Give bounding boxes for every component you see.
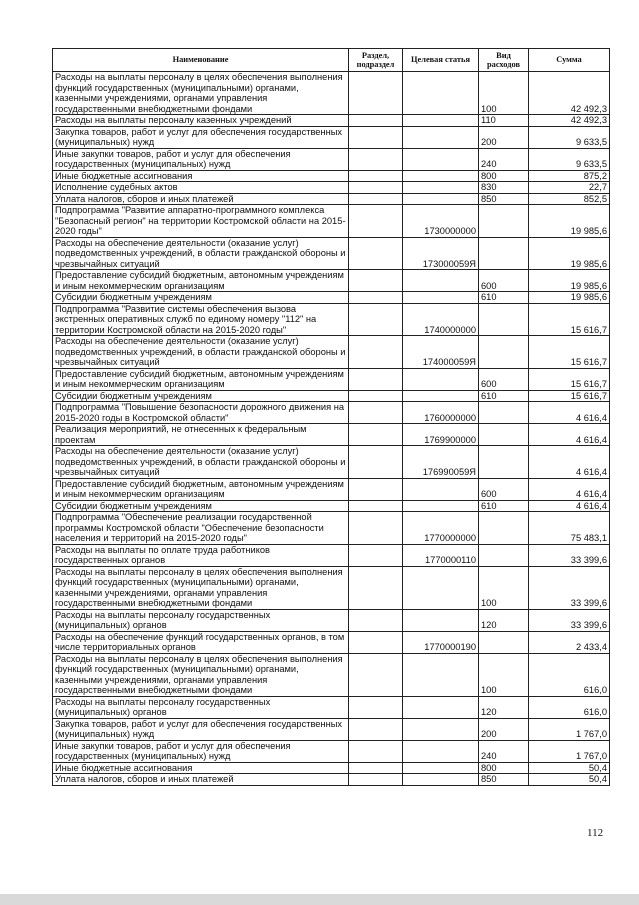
table-row [53, 653, 610, 696]
cell-razdel [349, 72, 403, 115]
cell-vid [479, 336, 529, 369]
cell-sum: 33 399,6 [529, 544, 610, 566]
header-vid: Вид расходов [479, 49, 529, 72]
cell-vid: 110 [479, 115, 529, 127]
cell-vid: 100 [479, 653, 529, 696]
cell-cel: 1730000000 [403, 205, 479, 238]
cell-vid: 240 [479, 148, 529, 170]
cell-vid [479, 424, 529, 446]
table-row [53, 762, 610, 774]
cell-name: Расходы на обеспечение деятельности (оказание услуг) подведомственных учреждений, в области гражданской обороны и чрезвычайных ситуаций [53, 336, 349, 369]
table-header-row [53, 49, 610, 72]
cell-cel [403, 148, 479, 170]
cell-vid: 100 [479, 72, 529, 115]
cell-razdel [349, 718, 403, 740]
cell-sum: 19 985,6 [529, 237, 610, 270]
cell-cel: 1770000000 [403, 512, 479, 545]
header-razdel: Раздел, подраздел [349, 49, 403, 72]
cell-cel: 1740000000 [403, 303, 479, 336]
cell-razdel [349, 740, 403, 762]
cell-razdel [349, 336, 403, 369]
cell-cel [403, 609, 479, 631]
table-row [53, 148, 610, 170]
header-sum: Сумма [529, 49, 610, 72]
cell-name: Предоставление субсидий бюджетным, автономным учреждениям и иным некоммерческим организациям [53, 368, 349, 390]
cell-sum: 33 399,6 [529, 566, 610, 609]
cell-sum: 2 433,4 [529, 631, 610, 653]
table-row [53, 303, 610, 336]
cell-cel [403, 292, 479, 304]
cell-razdel [349, 368, 403, 390]
cell-name: Расходы на обеспечение функций государственных органов, в том числе территориальных органов [53, 631, 349, 653]
cell-vid: 800 [479, 170, 529, 182]
cell-vid: 830 [479, 182, 529, 194]
cell-vid [479, 446, 529, 479]
cell-sum: 4 616,4 [529, 402, 610, 424]
cell-vid: 610 [479, 292, 529, 304]
cell-name: Субсидии бюджетным учреждениям [53, 292, 349, 304]
cell-razdel [349, 126, 403, 148]
header-cel: Целевая статья [403, 49, 479, 72]
cell-sum: 15 616,7 [529, 390, 610, 402]
cell-name: Исполнение судебных актов [53, 182, 349, 194]
cell-name: Расходы на выплаты персоналу в целях обеспечения выполнения функций государственных (муниципальными) органами, казенными учреждениями, органами управления государственными внебюджетными фондами [53, 653, 349, 696]
table-row [53, 390, 610, 402]
cell-name: Иные бюджетные ассигнования [53, 170, 349, 182]
cell-vid [479, 237, 529, 270]
cell-razdel [349, 566, 403, 609]
budget-table [52, 48, 610, 786]
cell-name: Реализация мероприятий, не отнесенных к федеральным проектам [53, 424, 349, 446]
cell-razdel [349, 170, 403, 182]
cell-name: Закупка товаров, работ и услуг для обеспечения государственных (муниципальных) нужд [53, 718, 349, 740]
cell-vid: 120 [479, 696, 529, 718]
cell-name: Уплата налогов, сборов и иных платежей [53, 774, 349, 786]
cell-vid: 200 [479, 718, 529, 740]
cell-sum: 4 616,4 [529, 478, 610, 500]
table-row [53, 336, 610, 369]
header-name: Наименование [53, 49, 349, 72]
cell-vid: 610 [479, 390, 529, 402]
cell-cel [403, 368, 479, 390]
cell-razdel [349, 762, 403, 774]
cell-razdel [349, 653, 403, 696]
table-row [53, 696, 610, 718]
table-row [53, 566, 610, 609]
cell-cel [403, 72, 479, 115]
cell-razdel [349, 609, 403, 631]
cell-sum: 875,2 [529, 170, 610, 182]
table-row [53, 544, 610, 566]
table-row [53, 446, 610, 479]
cell-vid: 600 [479, 270, 529, 292]
page-number: 112 [587, 827, 604, 839]
cell-sum: 852,5 [529, 193, 610, 205]
cell-name: Подпрограмма "Развитие системы обеспечения вызова экстренных оперативных служб по единому номеру "112" на территории Костромской области на 2015-2020 годы" [53, 303, 349, 336]
cell-vid [479, 512, 529, 545]
cell-vid [479, 303, 529, 336]
cell-cel [403, 193, 479, 205]
cell-vid [479, 205, 529, 238]
table-row [53, 478, 610, 500]
table-row [53, 740, 610, 762]
cell-vid: 240 [479, 740, 529, 762]
cell-razdel [349, 270, 403, 292]
cell-name: Расходы на выплаты персоналу в целях обеспечения выполнения функций государственных (муниципальными) органами, казенными учреждениями, органами управления государственными внебюджетными фондами [53, 72, 349, 115]
cell-name: Предоставление субсидий бюджетным, автономным учреждениям и иным некоммерческим организациям [53, 270, 349, 292]
cell-sum: 42 492,3 [529, 72, 610, 115]
table-row [53, 609, 610, 631]
cell-cel [403, 478, 479, 500]
cell-sum: 22,7 [529, 182, 610, 194]
cell-name: Субсидии бюджетным учреждениям [53, 390, 349, 402]
cell-razdel [349, 402, 403, 424]
cell-name: Расходы на выплаты по оплате труда работников государственных органов [53, 544, 349, 566]
cell-sum: 9 633,5 [529, 126, 610, 148]
cell-sum: 1 767,0 [529, 740, 610, 762]
cell-razdel [349, 303, 403, 336]
cell-razdel [349, 500, 403, 512]
cell-vid: 610 [479, 500, 529, 512]
table-row [53, 292, 610, 304]
cell-razdel [349, 631, 403, 653]
cell-cel [403, 718, 479, 740]
cell-cel [403, 566, 479, 609]
table-body [53, 72, 610, 786]
cell-razdel [349, 205, 403, 238]
cell-vid: 100 [479, 566, 529, 609]
cell-cel [403, 762, 479, 774]
cell-sum: 19 985,6 [529, 205, 610, 238]
cell-razdel [349, 696, 403, 718]
cell-razdel [349, 237, 403, 270]
cell-sum: 42 492,3 [529, 115, 610, 127]
cell-name: Уплата налогов, сборов и иных платежей [53, 193, 349, 205]
cell-sum: 9 633,5 [529, 148, 610, 170]
cell-cel: 1770000190 [403, 631, 479, 653]
table-row [53, 126, 610, 148]
cell-name: Подпрограмма "Обеспечение реализации государственной программы Костромской области "Обеспечение безопасности населения и территорий на 2015-2020 годы" [53, 512, 349, 545]
cell-name: Подпрограмма "Повышение безопасности дорожного движения на 2015-2020 годы в Костромской области" [53, 402, 349, 424]
cell-sum: 50,4 [529, 774, 610, 786]
cell-cel [403, 182, 479, 194]
cell-vid: 850 [479, 193, 529, 205]
cell-name: Предоставление субсидий бюджетным, автономным учреждениям и иным некоммерческим организациям [53, 478, 349, 500]
cell-sum: 33 399,6 [529, 609, 610, 631]
cell-name: Подпрограмма "Развитие аппаратно-программного комплекса "Безопасный регион" на территории Костромской области на 2015-2020 годы" [53, 205, 349, 238]
cell-vid [479, 402, 529, 424]
cell-name: Расходы на выплаты персоналу казенных учреждений [53, 115, 349, 127]
cell-sum: 15 616,7 [529, 303, 610, 336]
cell-razdel [349, 544, 403, 566]
cell-name: Расходы на выплаты персоналу государственных (муниципальных) органов [53, 696, 349, 718]
cell-cel [403, 740, 479, 762]
table-row [53, 205, 610, 238]
cell-sum: 4 616,4 [529, 446, 610, 479]
scan-bottom-strip [0, 894, 639, 905]
cell-sum: 15 616,7 [529, 368, 610, 390]
table-row [53, 402, 610, 424]
cell-cel [403, 170, 479, 182]
cell-name: Расходы на обеспечение деятельности (оказание услуг) подведомственных учреждений, в области гражданской обороны и чрезвычайных ситуаций [53, 446, 349, 479]
cell-cel [403, 115, 479, 127]
cell-cel: 1770000110 [403, 544, 479, 566]
table-row [53, 774, 610, 786]
table-row [53, 512, 610, 545]
table-row [53, 270, 610, 292]
table-row [53, 424, 610, 446]
cell-razdel [349, 390, 403, 402]
cell-vid: 200 [479, 126, 529, 148]
cell-sum: 1 767,0 [529, 718, 610, 740]
cell-sum: 75 483,1 [529, 512, 610, 545]
cell-razdel [349, 446, 403, 479]
cell-cel [403, 774, 479, 786]
cell-razdel [349, 424, 403, 446]
cell-vid: 850 [479, 774, 529, 786]
cell-vid: 800 [479, 762, 529, 774]
cell-cel: 1760000000 [403, 402, 479, 424]
cell-cel [403, 126, 479, 148]
cell-sum: 19 985,6 [529, 270, 610, 292]
cell-razdel [349, 478, 403, 500]
cell-vid: 600 [479, 368, 529, 390]
table-row [53, 237, 610, 270]
cell-sum: 616,0 [529, 696, 610, 718]
cell-razdel [349, 512, 403, 545]
cell-sum: 4 616,4 [529, 500, 610, 512]
cell-name: Иные закупки товаров, работ и услуг для обеспечения государственных (муниципальных) нужд [53, 148, 349, 170]
cell-cel [403, 696, 479, 718]
cell-name: Расходы на обеспечение деятельности (оказание услуг) подведомственных учреждений, в области гражданской обороны и чрезвычайных ситуаций [53, 237, 349, 270]
table-row [53, 115, 610, 127]
cell-cel: 174000059Я [403, 336, 479, 369]
table-row [53, 368, 610, 390]
cell-cel: 1769900000 [403, 424, 479, 446]
cell-sum: 50,4 [529, 762, 610, 774]
cell-name: Иные закупки товаров, работ и услуг для обеспечения государственных (муниципальных) нужд [53, 740, 349, 762]
cell-sum: 19 985,6 [529, 292, 610, 304]
table-row [53, 170, 610, 182]
cell-cel [403, 270, 479, 292]
cell-razdel [349, 115, 403, 127]
table-row [53, 631, 610, 653]
table-row [53, 500, 610, 512]
cell-cel: 176990059Я [403, 446, 479, 479]
cell-cel [403, 653, 479, 696]
cell-vid: 600 [479, 478, 529, 500]
table-row [53, 72, 610, 115]
cell-sum: 4 616,4 [529, 424, 610, 446]
cell-cel: 173000059Я [403, 237, 479, 270]
cell-razdel [349, 193, 403, 205]
cell-razdel [349, 182, 403, 194]
cell-vid [479, 544, 529, 566]
cell-razdel [349, 774, 403, 786]
cell-razdel [349, 292, 403, 304]
table-row [53, 718, 610, 740]
table-row [53, 193, 610, 205]
cell-name: Закупка товаров, работ и услуг для обеспечения государственных (муниципальных) нужд [53, 126, 349, 148]
cell-name: Субсидии бюджетным учреждениям [53, 500, 349, 512]
table-row [53, 182, 610, 194]
cell-sum: 616,0 [529, 653, 610, 696]
cell-sum: 15 616,7 [529, 336, 610, 369]
cell-vid: 120 [479, 609, 529, 631]
cell-name: Расходы на выплаты персоналу государственных (муниципальных) органов [53, 609, 349, 631]
cell-razdel [349, 148, 403, 170]
cell-vid [479, 631, 529, 653]
cell-name: Расходы на выплаты персоналу в целях обеспечения выполнения функций государственных (муниципальными) органами, казенными учреждениями, органами управления государственными внебюджетными фондами [53, 566, 349, 609]
cell-cel [403, 390, 479, 402]
cell-cel [403, 500, 479, 512]
cell-name: Иные бюджетные ассигнования [53, 762, 349, 774]
